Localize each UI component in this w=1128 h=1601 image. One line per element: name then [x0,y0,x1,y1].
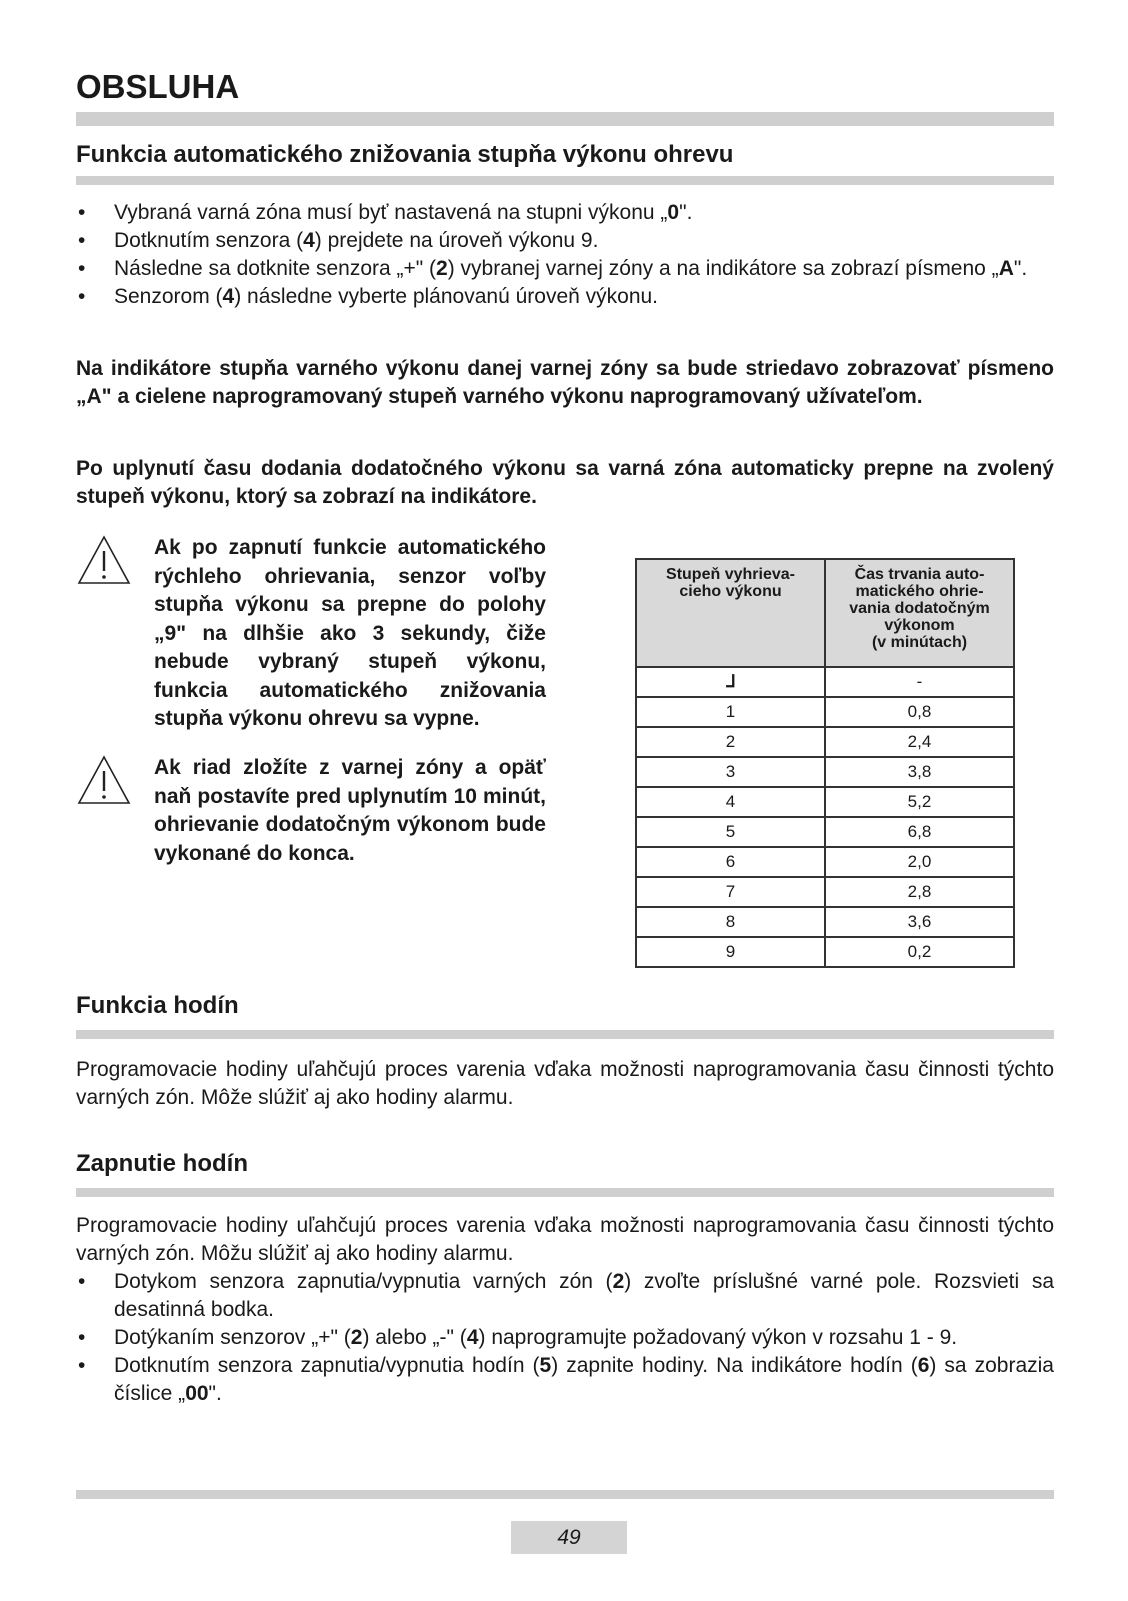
list-item-text: ) prejdete na úroveň výkonu 9. [314,229,599,252]
warning-note-2 [76,754,546,868]
power-level-cell: 1 [636,697,825,727]
table-row [636,907,1014,937]
list-item-text: ) zvoľte príslušné varné pole. Rozsvieti sa desatinná bodka. [114,1270,1054,1321]
table-header-text: Stupeň vyhrieva- cieho výkonu [666,566,795,600]
list-item [76,1324,1054,1352]
bold-reference: A [998,257,1014,280]
bold-reference: 0 [667,201,680,224]
bold-paragraph-indicator: Na indikátore stupňa varného výkonu danej varnej zóny sa bude striedavo zobrazovať písmeno „A" a cielene naprogramovaný stupeň varného výkonu naprogramovaný užívateľom. [76,357,1054,408]
footer-divider [76,1490,1054,1499]
list-item-text: ) alebo „-" ( [362,1326,467,1349]
warning-note-1 [76,534,546,734]
list-item [76,199,1054,227]
boost-duration-cell: - [825,667,1014,697]
power-level-cell: 3 [636,757,825,787]
bold-reference: 5 [539,1354,552,1377]
clock-on-steps [76,1268,1054,1408]
list-item [76,227,1054,255]
list-item [76,255,1054,283]
section-heading-clock-function: Funkcia hodín [76,992,239,1019]
boost-duration-cell: 0,8 [825,697,1014,727]
bold-reference: 2 [612,1270,625,1293]
section-heading-clock-on: Zapnutie hodín [76,1150,248,1177]
table-header-text: Čas trvania auto- matického ohrie- vania dodatočným výkonom (v minútach) [849,566,990,651]
list-item-text: ) naprogramujte požadovaný výkon v rozsahu 1 - 9. [478,1326,958,1349]
list-item-text: ". [679,201,693,224]
list-item-text: ) následne vyberte plánovanú úroveň výkonu. [234,285,659,308]
boost-duration-cell: 5,2 [825,787,1014,817]
table-row [636,877,1014,907]
list-item-text: Vybraná varná zóna musí byť nastavená na stupni výkonu „ [114,201,668,224]
power-level-cell: 9 [636,937,825,967]
list-item-text: ) zapnite hodiny. Na indikátore hodín ( [551,1354,918,1377]
table-row [636,847,1014,877]
boost-time-table [635,558,1015,968]
auto-reduction-steps [76,199,1054,311]
bold-paragraph-switch: Po uplynutí času dodania dodatočného výkonu sa varná zóna automaticky prepne na zvolený stupeň výkonu, ktorý sa zobrazí na indikátore. [76,457,1054,508]
boost-duration-cell: 3,6 [825,907,1014,937]
power-level-cell: 5 [636,817,825,847]
table-row [636,727,1014,757]
boost-duration-cell: 2,4 [825,727,1014,757]
list-item [76,1268,1054,1324]
power-level-cell: 2 [636,727,825,757]
warning-triangle-icon [76,754,132,806]
table-header-duration [825,559,1014,667]
power-level-cell: 7 [636,877,825,907]
bold-reference: 4 [222,285,235,308]
title-divider [76,112,1054,126]
clock-on-paragraph: Programovacie hodiny uľahčujú proces varenia vďaka možnosti naprogramovania času činnosti týchto varných zón. Môžu slúžiť aj ako hodiny alarmu. [76,1214,1054,1265]
warning-triangle-icon [76,534,132,586]
table-row [636,787,1014,817]
bold-reference: 4 [303,229,315,252]
table-header-row [636,559,1014,667]
boost-duration-cell: 0,2 [825,937,1014,967]
boost-duration-cell: 2,0 [825,847,1014,877]
power-level-cell: 4 [636,787,825,817]
page-number: 49 [511,1521,627,1554]
list-item-text: Následne sa dotknite senzora „+" ( [114,257,437,280]
list-item [76,1352,1054,1408]
list-item-text: Dotykom senzora zapnutia/vypnutia varných zón ( [114,1270,613,1293]
list-item-text: Dotknutím senzora zapnutia/vypnutia hodín ( [114,1354,540,1377]
power-level-cell: 6 [636,847,825,877]
table-row [636,667,1014,697]
boost-duration-cell: 2,8 [825,877,1014,907]
table-header-level [636,559,825,667]
table-row [636,937,1014,967]
list-item-text: ) sa zobrazia číslice „ [114,1354,1054,1405]
list-item-text: Dotýkaním senzorov „+" ( [114,1326,351,1349]
bold-reference: 2 [350,1326,363,1349]
warning-text-1: Ak po zapnutí funkcie automatického rýchleho ohrievania, senzor voľby stupňa výkonu sa prepne do polohy „9" na dlhšie ako 3 sekundy, čiže nebude vybraný stupeň výkonu, funkcia automatického znižovania stupňa výkonu ohrevu sa vypne. [154,536,546,730]
section-divider [76,176,1054,185]
list-item-text: Dotknutím senzora ( [114,229,304,252]
power-level-cell: 8 [636,907,825,937]
bold-reference: 2 [436,257,448,280]
list-item-text: ". [1013,257,1028,280]
section-divider [76,1030,1054,1039]
warning-text-2: Ak riad zložíte z varnej zóny a opäť naň postavíte pred uplynutím 10 minút, ohrievanie dodatočným výkonom bude vykonané do konca. [154,756,546,865]
section-heading-auto-reduction: Funkcia automatického znižovania stupňa výkonu ohrevu [76,141,734,168]
list-item [76,283,1054,311]
clock-function-paragraph: Programovacie hodiny uľahčujú proces varenia vďaka možnosti naprogramovania času činnosti týchto varných zón. Môže slúžiť aj ako hodiny alarmu. [76,1058,1054,1109]
boost-duration-cell: 3,8 [825,757,1014,787]
bold-reference: 6 [917,1354,930,1377]
list-item-text: Senzorom ( [114,285,223,308]
section-divider [76,1188,1054,1197]
table-row [636,697,1014,727]
page-title: OBSLUHA [76,68,240,105]
list-item-text: ". [208,1382,222,1405]
table-row [636,757,1014,787]
bold-reference: 4 [466,1326,479,1349]
table-row [636,817,1014,847]
bold-reference: 00 [185,1382,209,1405]
boost-duration-cell: 6,8 [825,817,1014,847]
list-item-text: ) vybranej varnej zóny a na indikátore sa zobrazí písmeno „ [447,257,999,280]
power-level-cell: ᒧ [636,667,825,697]
